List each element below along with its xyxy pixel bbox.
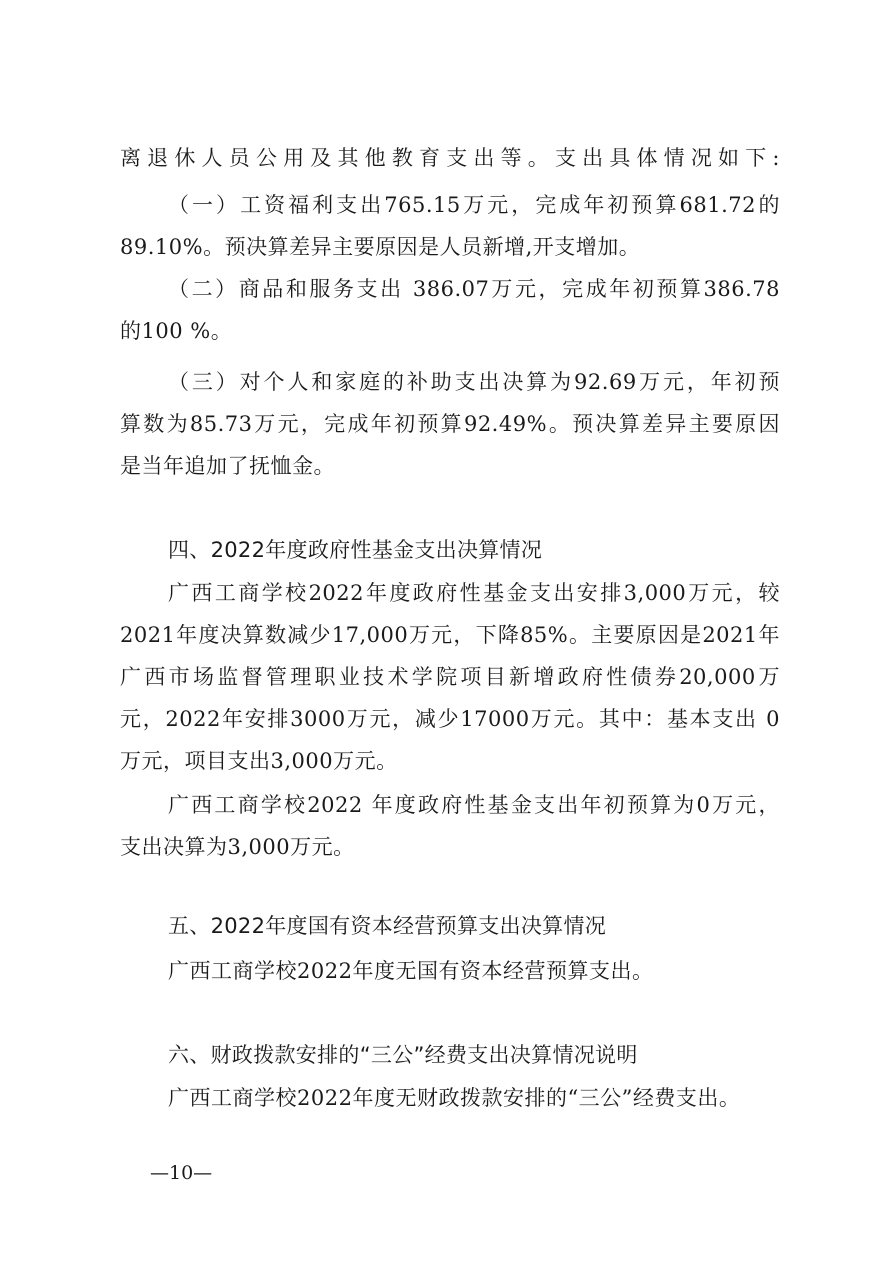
item2-line: （二）商品和服务支出 386.07万元，完成年初预算386.78 (168, 277, 780, 301)
section5-paragraph-line: 广西工商学校2022年度无国有资本经营预算支出。 (168, 959, 654, 983)
page-number: —10— (150, 1162, 213, 1184)
section4-paragraph-line: 万元，项目支出3,000万元。 (120, 749, 398, 773)
section6-heading: 六、财政拨款安排的“三公”经费支出决算情况说明 (168, 1043, 638, 1067)
section5-heading: 五、2022年度国有资本经营预算支出决算情况 (168, 914, 607, 938)
section4-paragraph-line: 广西市场监督管理职业技术学院项目新增政府性债券20,000万 (120, 665, 780, 689)
section6-paragraph-line: 广西工商学校2022年度无财政拨款安排的“三公”经费支出。 (168, 1086, 741, 1110)
section4-heading: 四、2022年度政府性基金支出决算情况 (168, 538, 543, 562)
item1-line: 89.10%。预决算差异主要原因是人员新增,开支增加。 (120, 235, 641, 259)
section4-paragraph-line: 支出决算为3,000万元。 (120, 835, 355, 859)
section4-paragraph-line: 元，2022年安排3000万元，减少17000万元。其中：基本支出 0 (120, 707, 780, 731)
item3-line: （三）对个人和家庭的补助支出决算为92.69万元，年初预 (168, 370, 780, 394)
intro-line: 离退休人员公用及其他教育支出等。支出具体情况如下: (120, 146, 780, 170)
section4-paragraph-line: 广西工商学校2022 年度政府性基金支出年初预算为0万元， (168, 793, 780, 817)
item3-line: 是当年追加了抚恤金。 (120, 454, 335, 478)
section4-paragraph-line: 2021年度决算数减少17,000万元，下降85%。主要原因是2021年 (120, 623, 780, 647)
section4-paragraph-line: 广西工商学校2022年度政府性基金支出安排3,000万元，较 (168, 581, 780, 605)
item1-line: （一）工资福利支出765.15万元，完成年初预算681.72的 (168, 193, 780, 217)
item2-line: 的100 %。 (120, 319, 233, 343)
item3-line: 算数为85.73万元，完成年初预算92.49%。预决算差异主要原因 (120, 412, 780, 436)
